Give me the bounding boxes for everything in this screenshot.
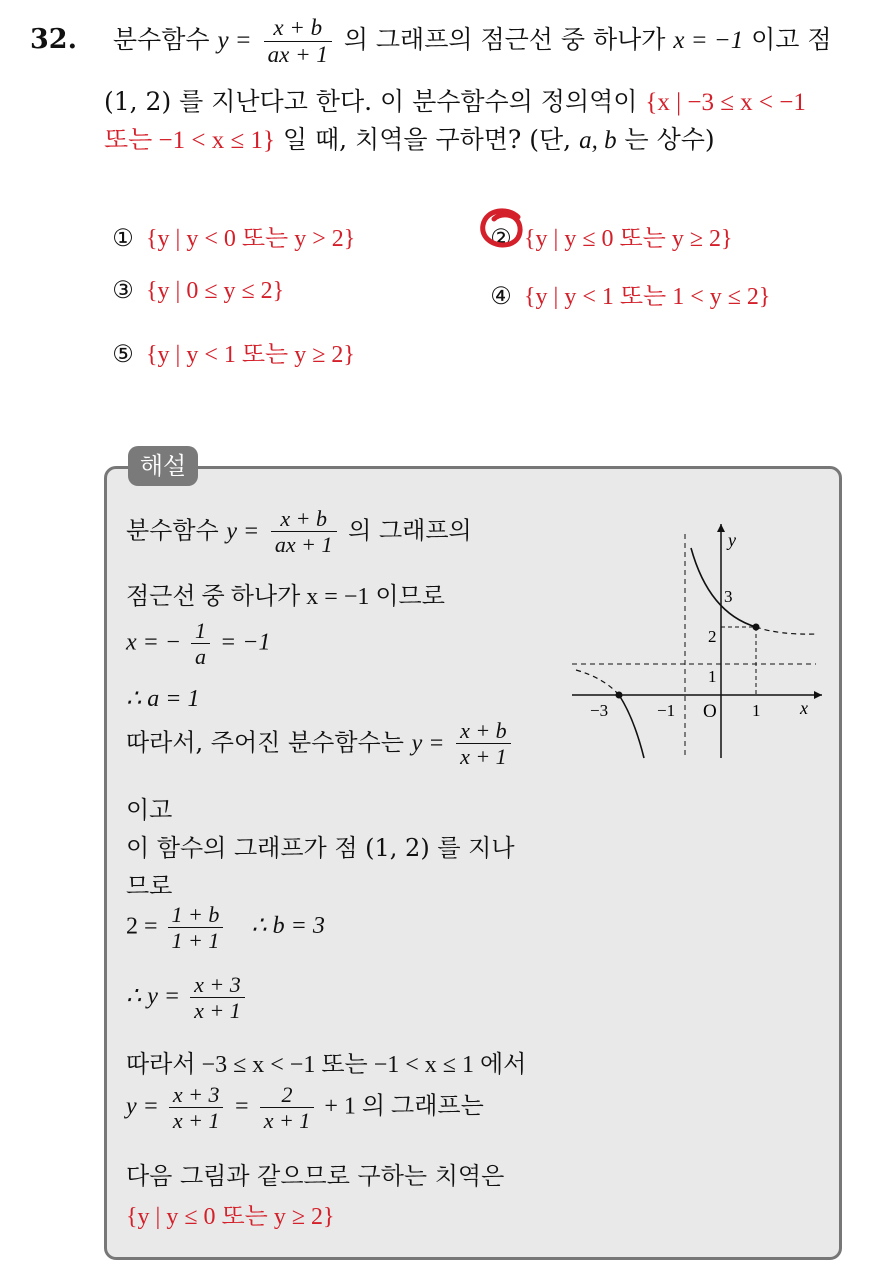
solution-line-9: 2 = $\frac{1 + b}{1 + 1}$ ∴ b = 3 bbox=[126, 902, 325, 954]
choice-5[interactable]: ⑤ {y | y < 1 또는 y ≥ 2} bbox=[112, 340, 355, 368]
x-tick-neg1: −1 bbox=[657, 701, 676, 720]
domain-text: {x | −3 ≤ x < −1 bbox=[645, 89, 806, 116]
solution-line-4: ∴ a = 1 bbox=[126, 686, 200, 712]
solution-line-5: 따라서, 주어진 분수함수는 y = $\frac{x + b}{x + 1}$ bbox=[126, 718, 515, 770]
solution-line-11: 따라서 −3 ≤ x < −1 또는 −1 < x ≤ 1 에서 bbox=[126, 1052, 527, 1078]
y-tick-1: 1 bbox=[708, 667, 717, 686]
solution-line-10: ∴ y = $\frac{x + 3}{x + 1}$ bbox=[126, 972, 249, 1024]
x-axis-arrow-icon bbox=[814, 691, 822, 699]
y-tick-3: 3 bbox=[724, 587, 733, 606]
question-number: 32. bbox=[30, 24, 77, 55]
solution-line-13: 다음 그림과 같으므로 구하는 치역은 bbox=[126, 1162, 505, 1190]
solution-answer: {y | y ≤ 0 또는 y ≥ 2} bbox=[126, 1204, 335, 1230]
choice-2[interactable]: ② {y | y ≤ 0 또는 y ≥ 2} bbox=[490, 224, 733, 252]
curve-left-extension bbox=[576, 670, 619, 695]
function-graph bbox=[564, 518, 826, 764]
solution-line-6: 이고 bbox=[126, 796, 173, 824]
x-tick-neg3: −3 bbox=[590, 701, 609, 720]
solution-line-12: y = $\frac{x + 3}{x + 1}$ = $\frac{2}{x + 1}$ + 1 의 그래프는 bbox=[126, 1082, 484, 1134]
question-line-2: (1, 2) 를 지난다고 한다. 이 분수함수의 정의역이 {x | −3 ≤ x < −1 bbox=[104, 87, 806, 116]
y-tick-2: 2 bbox=[708, 627, 717, 646]
origin-label: O bbox=[703, 701, 717, 722]
point-neg3-0 bbox=[616, 692, 623, 699]
solution-line-8: 므로 bbox=[126, 872, 173, 900]
question-fraction: $\frac{x + b}{ax + 1}$ bbox=[264, 15, 332, 69]
solution-line-3: x = − $\frac{1}{a}$ = −1 bbox=[126, 618, 271, 670]
y-axis-arrow-icon bbox=[717, 524, 725, 532]
solution-line-7: 이 함수의 그래프가 점 (1, 2) 를 지나 bbox=[126, 834, 515, 862]
solution-line-2: 점근선 중 하나가 x = −1 이므로 bbox=[126, 584, 445, 610]
point-1-2 bbox=[753, 624, 760, 631]
choice-1[interactable]: ① {y | y < 0 또는 y > 2} bbox=[112, 224, 356, 252]
answer-circle-mark bbox=[478, 207, 526, 251]
fraction-lhs: y = bbox=[217, 27, 252, 54]
choice-3[interactable]: ③ {y | 0 ≤ y ≤ 2} bbox=[112, 276, 285, 304]
y-axis-label: y bbox=[728, 530, 736, 550]
curve-right-extension bbox=[756, 627, 816, 634]
curve-left-branch bbox=[619, 695, 644, 758]
question-line-3: 또는 −1 < x ≤ 1} 일 때, 치역을 구하면? (단, a, b 는 상수) bbox=[104, 125, 715, 154]
question-text: 분수함수 bbox=[112, 25, 210, 54]
x-tick-1: 1 bbox=[752, 701, 761, 720]
solution-tag: 해설 bbox=[128, 446, 198, 486]
x-axis-label: x bbox=[800, 698, 808, 718]
choice-4[interactable]: ④ {y | y < 1 또는 1 < y ≤ 2} bbox=[490, 282, 771, 310]
solution-line-1: 분수함수 y = $\frac{x + b}{ax + 1}$ 의 그래프의 bbox=[126, 506, 472, 558]
question-line-1: 32. 분수함수 y = $\frac{x + b}{ax + 1}$ 의 그래프의 점근선 중 하나가 x = −1 이고 점 bbox=[30, 14, 832, 67]
